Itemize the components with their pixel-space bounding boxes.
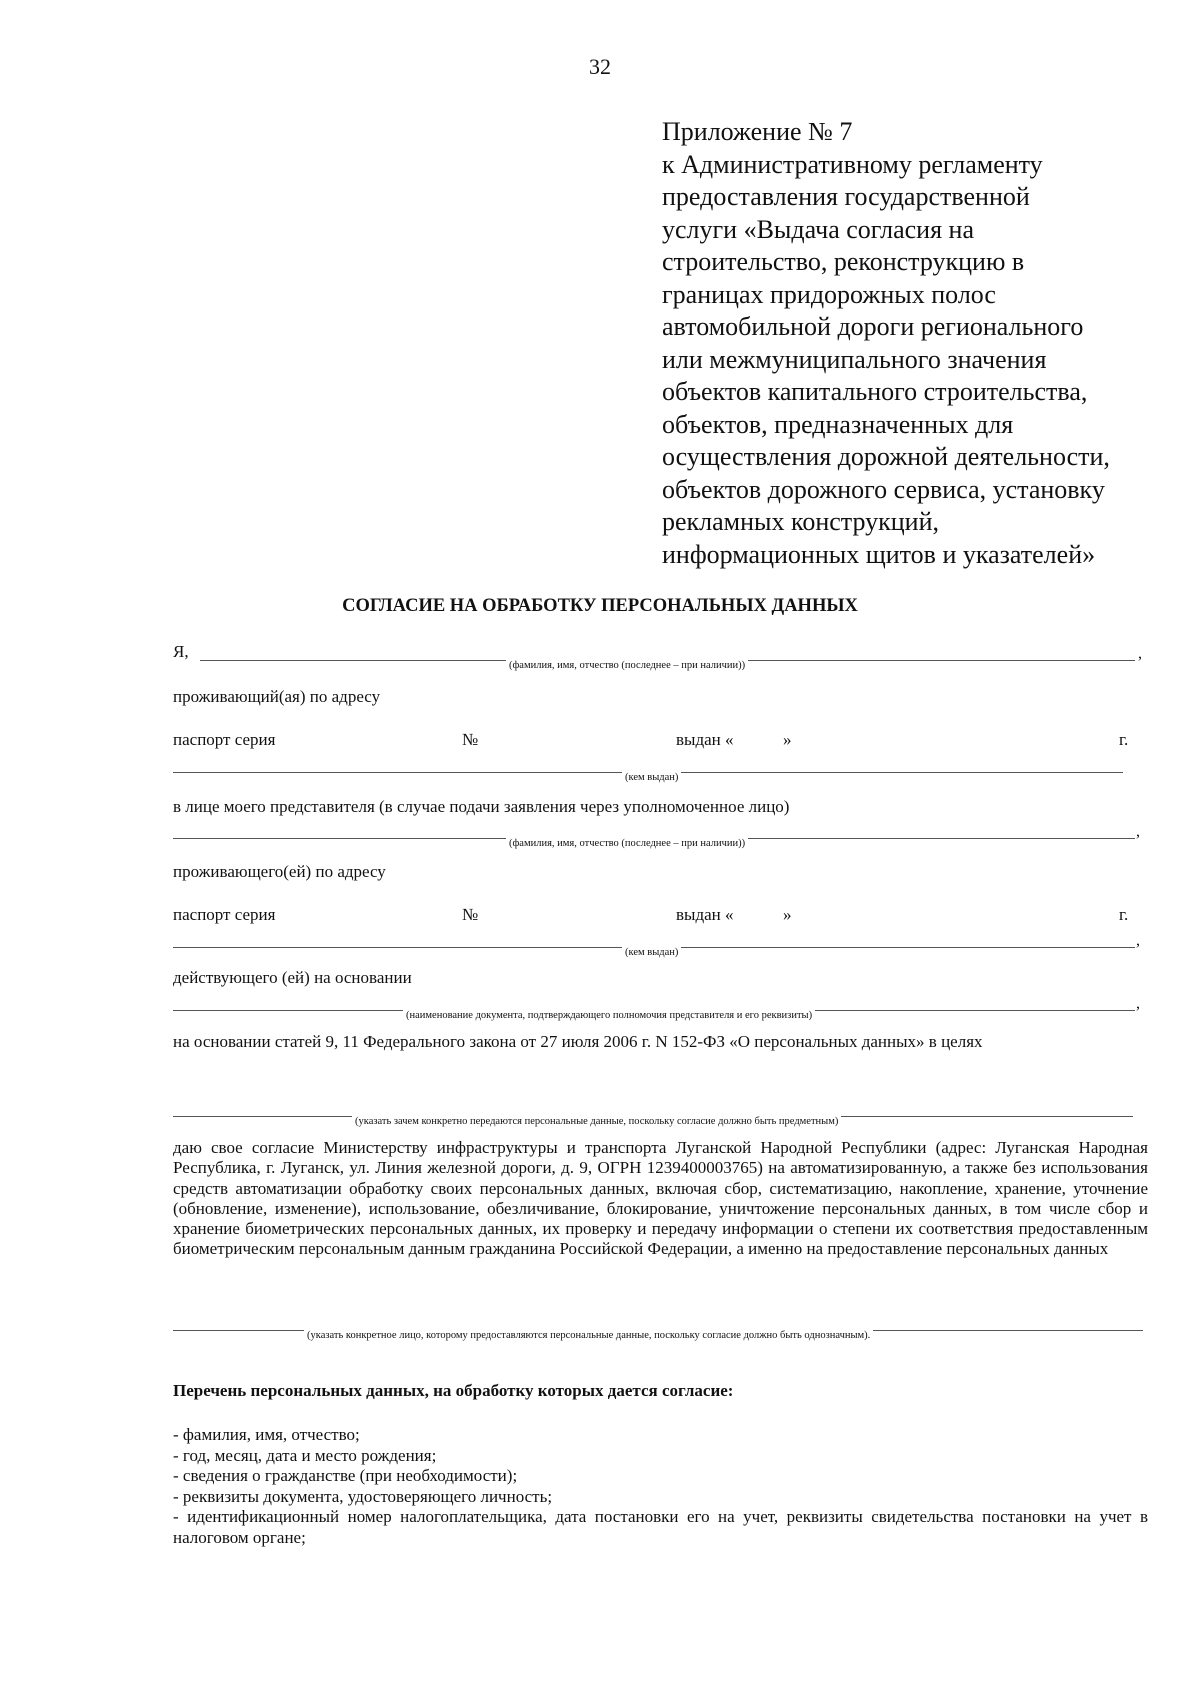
rep-issued-close: » [783, 905, 792, 924]
representative-label: в лице моего представителя (в случае подачи заявления через уполномоченное лицо) [173, 797, 790, 816]
residing-label: проживающий(ая) по адресу [173, 687, 381, 706]
authority-caption: (наименование документа, подтверждающего полномочия представителя и его реквизиты) [403, 1010, 815, 1022]
appendix-line: предоставления государственной [662, 182, 1030, 211]
appendix-line: рекламных конструкций, [662, 507, 939, 536]
list-item: - реквизиты документа, удостоверяющего личность; [173, 1486, 553, 1506]
rep-issued-label: выдан « [676, 905, 734, 924]
appendix-line: объектов дорожного сервиса, установку [662, 474, 1105, 504]
list-item: - идентификационный номер налогоплательщика, дата постановки его на учет, реквизиты свидетельства постановки на учет в налоговом органе; [173, 1507, 1148, 1547]
personal-data-list [173, 1425, 1148, 1548]
document-title: СОГЛАСИЕ НА ОБРАБОТКУ ПЕРСОНАЛЬНЫХ ДАННЫХ [342, 596, 858, 616]
appendix-line: осуществления дорожной деятельности, [662, 442, 1110, 471]
appendix-line: объектов капитального строительства, [662, 377, 1088, 406]
fio-caption: (фамилия, имя, отчество (последнее – при наличии)) [506, 660, 748, 672]
list-item: - сведения о гражданстве (при необходимости); [173, 1466, 518, 1485]
year-label: г. [1119, 730, 1129, 749]
appendix-line: информационных щитов и указателей» [662, 539, 1096, 569]
recipient-caption: (указать конкретное лицо, которому предоставляются персональные данные, поскольку согласие должно быть однозначным). [304, 1330, 873, 1342]
passport-number-label: № [462, 730, 479, 749]
appendix-line: Приложение № 7 [662, 117, 853, 146]
issued-by-caption: (кем выдан) [622, 772, 681, 784]
issued-label: выдан « [676, 730, 734, 749]
legal-basis-text: на основании статей 9, 11 Федерального закона от 27 июля 2006 г. N 152-ФЗ «О персональных данных» в целях [173, 1032, 983, 1051]
appendix-line: объектов, предназначенных для [662, 409, 1014, 439]
passport-series-label: паспорт серия [173, 730, 276, 749]
acting-label: действующего (ей) на основании [173, 968, 412, 987]
list-heading: Перечень персональных данных, на обработку которых дается согласие: [173, 1381, 734, 1400]
rep-passport-series-label: паспорт серия [173, 905, 276, 924]
appendix-header [662, 116, 1200, 571]
rep-fio-caption: (фамилия, имя, отчество (последнее – при наличии)) [506, 838, 748, 850]
appendix-line: услуги «Выдача согласия на [662, 214, 975, 244]
appendix-line: к Административному регламенту [662, 149, 1043, 179]
issued-close: » [783, 730, 792, 749]
rep-issued-by-caption: (кем выдан) [622, 947, 681, 959]
list-item: - фамилия, имя, отчество; [173, 1425, 360, 1444]
i-label: Я, [173, 642, 189, 661]
rep-year-label: г. [1119, 905, 1129, 924]
page-number: 32 [589, 54, 611, 79]
appendix-line: автомобильной дороги регионального [662, 312, 1084, 341]
appendix-line: или межмуниципального значения [662, 344, 1047, 374]
consent-paragraph: даю свое согласие Министерству инфраструктуры и транспорта Луганской Народной Республики (адрес: Луганская Народная Республика, г. Луганск, ул. Линия железной дороги, д. 9, ОГРН 1239400003765) на автоматизированную, а также без использования средств автоматизации обработку своих персональных данных, включая сбор, систематизацию, накопление, хранение, уточнение (обновление, изменение), использование, обезличивание, блокирование, уничтожение персональных данных, в том числе сбор и хранение биометрических персональных данных, их проверку и передачу информации о степени их соответствия предоставленным биометрическим персональным данным гражданина Российской Федерации, а именно на предоставление персональных данных [173, 1138, 1148, 1259]
list-item: - год, месяц, дата и место рождения; [173, 1445, 437, 1465]
purpose-caption: (указать зачем конкретно передаются персональные данные, поскольку согласие должно быть предметным) [352, 1116, 841, 1128]
appendix-line: строительство, реконструкцию в [662, 247, 1025, 276]
rep-residing-label: проживающего(ей) по адресу [173, 862, 386, 881]
rep-passport-number-label: № [462, 905, 479, 924]
appendix-line: границах придорожных полос [662, 279, 996, 309]
